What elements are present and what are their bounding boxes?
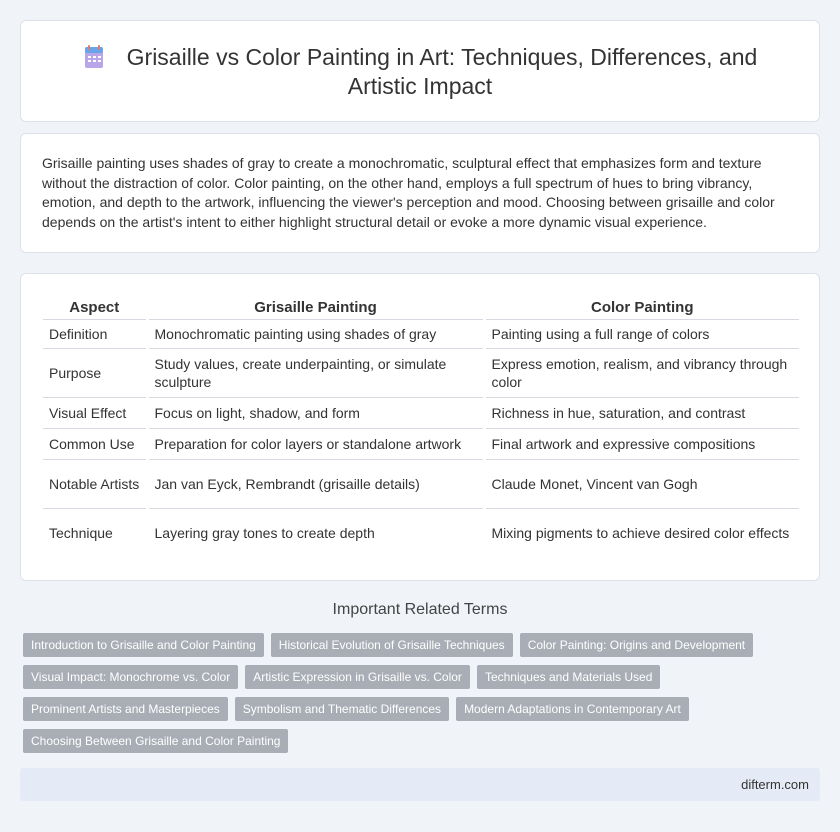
title-line-1 xyxy=(21,43,819,72)
table-row xyxy=(43,348,799,397)
cell-color: Express emotion, realism, and vibrancy through color xyxy=(484,348,799,397)
cell-color: Richness in hue, saturation, and contrast xyxy=(484,397,799,428)
related-term-tag[interactable]: Introduction to Grisaille and Color Painting xyxy=(23,633,264,657)
cell-grisaille: Focus on light, shadow, and form xyxy=(147,397,484,428)
related-term-tag[interactable]: Color Painting: Origins and Development xyxy=(520,633,753,657)
related-term-tag[interactable]: Prominent Artists and Masterpieces xyxy=(23,697,228,721)
cell-aspect: Technique xyxy=(49,524,113,541)
document-icon xyxy=(83,45,105,69)
header-card xyxy=(20,20,820,122)
cell-aspect: Common Use xyxy=(43,428,147,459)
related-term-tag[interactable]: Artistic Expression in Grisaille vs. Color xyxy=(245,665,470,689)
cell-aspect: Notable Artists xyxy=(43,459,147,508)
summary-card xyxy=(20,133,820,253)
cell-grisaille: Monochromatic painting using shades of gray xyxy=(147,319,484,348)
cell-color: Claude Monet, Vincent van Gogh xyxy=(484,459,799,508)
cell-grisaille: Preparation for color layers or standalone artwork xyxy=(147,428,484,459)
title-text-line-2: Artistic Impact xyxy=(347,73,493,99)
table-row xyxy=(43,319,799,348)
related-term-tag[interactable]: Historical Evolution of Grisaille Techniques xyxy=(271,633,513,657)
header-color: Color Painting xyxy=(484,296,799,319)
related-term-tag[interactable]: Modern Adaptations in Contemporary Art xyxy=(456,697,689,721)
cell-aspect: Visual Effect xyxy=(43,397,147,428)
cell-aspect: Purpose xyxy=(43,348,147,397)
table-row xyxy=(43,459,799,508)
cell-color: Mixing pigments to achieve desired color effects xyxy=(484,508,799,557)
page-title xyxy=(21,43,819,101)
summary-paragraph: Grisaille painting uses shades of gray to create a monochromatic, sculptural effect that emphasizes form and texture without the distraction of color. Color painting, on the other hand, employs a full spectrum of hues to bring vibrancy, emotion, and depth to the artwork, influencing the viewer's perception and mood. Choosing between grisaille and color depends on the artist's intent to either highlight structural detail or evoke a more dynamic visual experience. xyxy=(42,155,775,230)
cell-grisaille: Study values, create underpainting, or simulate sculpture xyxy=(147,348,484,397)
related-term-tag[interactable]: Visual Impact: Monochrome vs. Color xyxy=(23,665,238,689)
related-terms-list xyxy=(23,633,783,761)
table-row xyxy=(43,428,799,459)
header-aspect: Aspect xyxy=(43,296,147,319)
table-header-row xyxy=(43,296,799,319)
cell-grisaille: Layering gray tones to create depth xyxy=(147,508,484,557)
related-term-tag[interactable]: Techniques and Materials Used xyxy=(477,665,660,689)
comparison-table xyxy=(43,296,799,557)
related-term-tag[interactable]: Symbolism and Thematic Differences xyxy=(235,697,449,721)
footer-site-link[interactable]: difterm.com xyxy=(741,777,809,792)
related-term-tag[interactable]: Choosing Between Grisaille and Color Painting xyxy=(23,729,288,753)
cell-color: Painting using a full range of colors xyxy=(484,319,799,348)
table-row xyxy=(43,508,799,557)
cell-color: Final artwork and expressive compositions xyxy=(484,428,799,459)
cell-aspect: Definition xyxy=(43,319,147,348)
related-terms-title: Important Related Terms xyxy=(332,601,508,618)
header-grisaille: Grisaille Painting xyxy=(147,296,484,319)
comparison-table-card xyxy=(20,273,820,581)
footer xyxy=(20,768,820,801)
cell-grisaille: Jan van Eyck, Rembrandt (grisaille details) xyxy=(147,459,484,508)
table-row xyxy=(43,397,799,428)
title-text-line-1: Grisaille vs Color Painting in Art: Techniques, Differences, and xyxy=(126,44,758,70)
